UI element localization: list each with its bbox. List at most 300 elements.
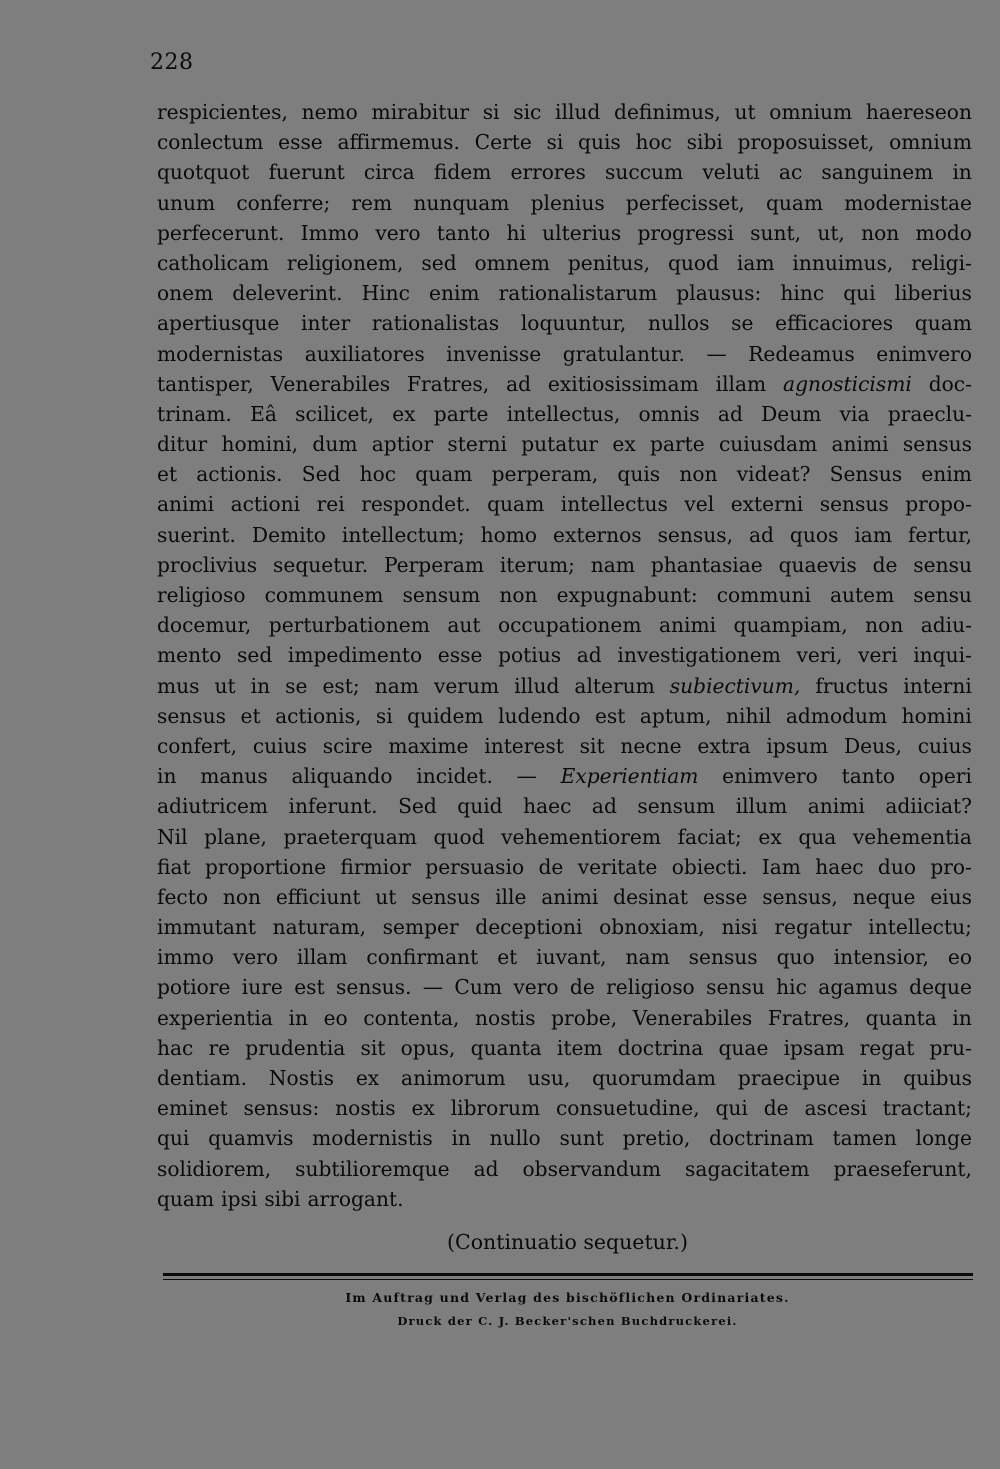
word: dentiam.	[157, 1066, 248, 1090]
word: ditur	[157, 432, 208, 457]
word: ille	[495, 884, 527, 909]
word: ut	[734, 100, 756, 124]
word: Redeamus	[748, 341, 855, 366]
word: autem	[829, 583, 895, 607]
word: modernistis	[312, 1126, 433, 1151]
word: non	[865, 613, 904, 638]
word: religionem,	[286, 250, 404, 275]
word: rem	[351, 190, 393, 215]
word: nostis	[475, 1005, 536, 1030]
word: sensus.	[336, 975, 412, 1000]
word: pretio,	[622, 1126, 691, 1151]
word: Deus,	[844, 733, 902, 758]
word: quam	[157, 1186, 215, 1211]
word: quam	[914, 311, 972, 336]
text-line	[157, 1123, 972, 1153]
word: enim	[429, 281, 480, 306]
continuation-note: (Continuatio sequetur.)	[447, 1230, 688, 1254]
text-line	[157, 580, 972, 610]
word: sic	[513, 100, 542, 124]
word: deque	[909, 975, 972, 1000]
word: definimus,	[614, 100, 721, 124]
word: animi	[831, 432, 889, 457]
word: externos	[553, 522, 642, 547]
word: aut	[447, 613, 481, 638]
word: rationalistas	[371, 311, 500, 336]
word: intellectus,	[506, 401, 621, 426]
word: quam	[487, 492, 545, 517]
word: quamvis	[208, 1126, 294, 1151]
word: sunt	[559, 1126, 604, 1151]
word: neque	[852, 884, 916, 909]
page-number: 228	[150, 50, 194, 75]
word: animi	[541, 884, 599, 909]
word: animi	[807, 794, 865, 819]
word: agamus	[818, 975, 898, 1000]
text-line	[157, 761, 972, 791]
word: proclivius	[157, 552, 258, 577]
word: in	[861, 1066, 882, 1090]
word: nullo	[489, 1126, 541, 1151]
word: potiore	[157, 975, 231, 1000]
word: illam	[296, 945, 348, 970]
word: sequetur.	[273, 552, 369, 577]
word: immo	[157, 945, 214, 970]
text-line	[157, 550, 972, 580]
text-line	[157, 1033, 972, 1063]
word: esse	[437, 643, 483, 668]
word: hac	[157, 1035, 194, 1060]
word: interest	[484, 733, 564, 758]
word: interni	[903, 673, 972, 698]
word: firmior	[340, 854, 411, 879]
word: fuerunt	[268, 160, 345, 185]
word: confirmant	[366, 945, 479, 970]
word: liberius	[894, 281, 972, 306]
text-line	[157, 218, 972, 248]
word: ut	[214, 673, 236, 698]
word: de	[538, 854, 564, 879]
text-line	[157, 1154, 972, 1184]
text-line	[157, 822, 972, 852]
word: iuvant,	[536, 945, 607, 970]
text-line	[157, 852, 972, 882]
word: Experientiam	[560, 764, 699, 789]
word: Sed	[301, 462, 341, 487]
word: hoc	[359, 462, 397, 487]
word: Nil	[157, 824, 188, 849]
word: plausus:	[676, 281, 762, 306]
word: praecipue	[737, 1066, 841, 1090]
word: inferunt.	[288, 794, 378, 819]
footer-rule-thick	[163, 1273, 973, 1276]
word: eius	[930, 884, 972, 909]
word: phantasiae	[650, 552, 763, 577]
word: mus	[157, 673, 200, 698]
word: agnosticismi	[783, 371, 912, 396]
word: ut	[375, 884, 397, 909]
word: Eâ	[250, 401, 277, 426]
word: perfecerunt.	[157, 220, 285, 245]
word: sensu	[913, 583, 972, 607]
word: quorumdam	[592, 1066, 717, 1090]
word: ut,	[817, 220, 845, 245]
word: invenisse	[446, 341, 542, 366]
word: rei	[316, 492, 345, 517]
word: sit	[360, 1035, 386, 1060]
word: nisi	[721, 915, 758, 940]
word: nam	[374, 673, 419, 698]
word: omnium	[769, 100, 853, 124]
word: quae	[718, 1035, 769, 1060]
word: persuasio	[425, 854, 525, 879]
word: ascesi	[804, 1096, 867, 1121]
word: sensus,	[762, 884, 838, 909]
word: dum	[312, 432, 358, 457]
word: sensum	[637, 794, 716, 819]
text-line	[157, 97, 972, 127]
word: fecto	[157, 884, 208, 909]
word: iam	[854, 522, 892, 547]
word: illam	[715, 371, 767, 396]
word: perperam,	[491, 462, 599, 487]
word: obiecti.	[671, 854, 748, 879]
word: Fratres,	[767, 1005, 851, 1030]
word: parte	[433, 401, 489, 426]
word: hoc	[635, 130, 672, 155]
word: item	[556, 1035, 603, 1060]
word: animorum	[401, 1066, 506, 1090]
word: ad	[576, 643, 602, 668]
word: succum	[605, 160, 684, 185]
word: Demito	[251, 522, 326, 547]
word: potius	[498, 643, 562, 668]
word: de	[569, 975, 595, 1000]
text-line	[157, 1063, 972, 1093]
word: operi	[918, 764, 972, 789]
word: docemur,	[157, 613, 252, 638]
word: omnis	[638, 401, 700, 426]
word: et	[157, 462, 178, 487]
text-line	[157, 489, 972, 519]
text-line	[157, 369, 972, 399]
word: ad	[506, 371, 532, 396]
word: nam	[590, 552, 635, 577]
word: homini,	[221, 432, 299, 457]
word: Immo	[300, 220, 360, 245]
word: si	[375, 703, 393, 728]
text-line	[157, 1184, 972, 1214]
word: hi	[506, 220, 526, 245]
word: haec	[523, 794, 572, 819]
word: actionis,	[275, 703, 362, 728]
word: fiat	[157, 854, 191, 879]
word: esse	[702, 884, 748, 909]
word: ludendo	[498, 703, 581, 728]
word: sensus	[902, 432, 972, 457]
word: si	[546, 130, 564, 155]
word: scilicet,	[295, 401, 374, 426]
word: impedimento	[287, 643, 423, 668]
word: communi	[716, 583, 811, 607]
word: circa	[363, 160, 415, 185]
word: pro-	[930, 854, 972, 879]
word: doctrina	[617, 1035, 704, 1060]
word: Certe	[474, 130, 532, 155]
word: animi	[658, 613, 717, 638]
word: prudentia	[245, 1035, 346, 1060]
word: vero	[375, 220, 421, 245]
word: sed	[237, 643, 273, 668]
word: propo-	[905, 492, 972, 517]
word: auxiliatores	[304, 341, 425, 366]
word: scire	[322, 733, 373, 758]
word: faciat;	[677, 824, 742, 849]
word: videat?	[736, 462, 811, 487]
word: quanta	[470, 1035, 542, 1060]
word: trinam.	[157, 401, 232, 426]
word: sensus	[688, 945, 758, 970]
word: fidem	[433, 160, 492, 185]
word: illum	[735, 794, 788, 819]
word: plenius	[530, 190, 605, 215]
word: deleverint.	[232, 281, 343, 306]
word: extra	[697, 733, 751, 758]
word: qui	[157, 1126, 190, 1151]
word: sensus	[157, 703, 227, 728]
word: inqui-	[913, 643, 972, 668]
word: est	[294, 975, 325, 1000]
word: sensus	[819, 492, 889, 517]
word: veri,	[796, 643, 843, 668]
word: nemo	[301, 100, 358, 124]
word: sagacitatem	[685, 1156, 810, 1181]
word: se	[285, 673, 308, 698]
word: ipsi	[221, 1186, 258, 1211]
word: vehementiorem	[501, 824, 661, 849]
text-line	[157, 127, 972, 157]
imprint-printer: Druck der C. J. Becker'schen Buchdruckerei.	[397, 1314, 738, 1328]
word: confert,	[157, 733, 238, 758]
word: sensu	[706, 975, 765, 1000]
word: occupationem	[497, 613, 642, 638]
word: quampiam,	[733, 613, 848, 638]
text-line	[157, 459, 972, 489]
word: ex	[411, 1096, 435, 1121]
word: librorum	[450, 1096, 541, 1121]
word: pru-	[929, 1035, 972, 1060]
word: hic	[776, 975, 807, 1000]
word: ac	[778, 160, 803, 185]
word: —	[706, 341, 727, 366]
word: actionis.	[196, 462, 283, 487]
word: subiectivum,	[669, 673, 801, 698]
imprint-publisher: Im Auftrag und Verlag des bischöflichen Ordinariates.	[345, 1290, 790, 1305]
word: eo	[947, 945, 972, 970]
word: mento	[157, 643, 222, 668]
word: Sed	[398, 794, 437, 819]
word: sibi	[686, 130, 723, 155]
word: communem	[264, 583, 384, 607]
word: deceptioni	[475, 915, 583, 940]
word: conlectum	[157, 130, 264, 155]
word: doctrinam	[709, 1126, 814, 1151]
word: onem	[157, 281, 214, 306]
word: quod	[667, 250, 719, 275]
word: loquuntur,	[520, 311, 627, 336]
word: qui	[843, 281, 876, 306]
word: quidem	[407, 703, 484, 728]
word: contenta,	[363, 1005, 460, 1030]
word: omnium	[889, 130, 972, 155]
word: quibus	[903, 1066, 972, 1090]
word: sensus	[411, 884, 481, 909]
word: subtilioremque	[295, 1156, 450, 1181]
word: duo	[877, 854, 916, 879]
text-line	[157, 188, 972, 218]
word: via	[839, 401, 870, 426]
word: ex	[758, 824, 782, 849]
word: quis	[578, 130, 621, 155]
word: eo	[323, 1005, 348, 1030]
word: inter	[301, 311, 351, 336]
word: quo	[776, 945, 815, 970]
word: Venerabiles	[270, 371, 391, 396]
word: exitiosissimam	[547, 371, 699, 396]
text-line	[157, 671, 972, 701]
word: sit	[579, 733, 605, 758]
word: observandum	[522, 1156, 662, 1181]
word: adiutricem	[157, 794, 269, 819]
word: Hinc	[361, 281, 410, 306]
word: perturbationem	[268, 613, 430, 638]
word: tamen	[832, 1126, 897, 1151]
word: parte	[650, 432, 705, 457]
word: qui	[715, 1096, 748, 1121]
word: tanto	[436, 220, 491, 245]
word: in	[451, 1126, 471, 1151]
word: aliquando	[291, 764, 393, 789]
word: ad	[748, 522, 774, 547]
text-line	[157, 882, 972, 912]
word: tractant;	[882, 1096, 972, 1121]
word: suerint.	[157, 522, 236, 547]
text-line	[157, 399, 972, 429]
word: sensus:	[243, 1096, 320, 1121]
word: intellectu;	[868, 915, 972, 940]
word: in	[952, 160, 972, 185]
text-line	[157, 912, 972, 942]
word: nullos	[648, 311, 710, 336]
word: iure	[241, 975, 283, 1000]
word: expugnabunt:	[556, 583, 698, 607]
word: qua	[798, 824, 837, 849]
word: plane,	[204, 824, 267, 849]
word: gratulantur.	[562, 341, 685, 366]
word: et	[240, 703, 261, 728]
word: affirmemus.	[337, 130, 460, 155]
word: adiiciat?	[885, 794, 972, 819]
word: Perperam	[384, 552, 484, 577]
text-line	[157, 791, 972, 821]
word: manus	[200, 764, 268, 789]
word: aptum,	[639, 703, 712, 728]
word: immutant	[157, 915, 257, 940]
word: —	[422, 975, 444, 1000]
word: sensus,	[657, 522, 734, 547]
word: adiu-	[920, 613, 972, 638]
word: veritate	[577, 854, 658, 879]
word: haec	[815, 854, 864, 879]
word: ex	[355, 1066, 380, 1090]
word: omnem	[474, 250, 550, 275]
word: unum	[157, 190, 216, 215]
word: sensu	[913, 552, 972, 577]
word: de	[872, 552, 898, 577]
word: quotquot	[157, 160, 250, 185]
word: hinc	[780, 281, 825, 306]
word: vero	[513, 975, 559, 1000]
body-text	[157, 97, 972, 1214]
word: maxime	[388, 733, 469, 758]
word: fructus	[815, 673, 889, 698]
word: est	[594, 703, 626, 728]
word: errores	[510, 160, 586, 185]
word: experientia	[157, 1005, 273, 1030]
text-line	[157, 610, 972, 640]
word: tantisper,	[157, 371, 254, 396]
word: ex	[392, 401, 416, 426]
text-line	[157, 972, 972, 1002]
word: illud	[514, 673, 560, 698]
word: in	[288, 1005, 308, 1030]
word: apertiusque	[157, 311, 280, 336]
word: Fratres,	[407, 371, 490, 396]
word: praeseferunt,	[833, 1156, 972, 1181]
word: efficaciores	[775, 311, 894, 336]
word: Sensus	[829, 462, 903, 487]
text-line	[157, 248, 972, 278]
word: quaevis	[778, 552, 857, 577]
text-line	[157, 1093, 972, 1123]
word: aptior	[371, 432, 434, 457]
word: investigationem	[617, 643, 781, 668]
word: homini	[901, 703, 972, 728]
word: mirabitur	[371, 100, 469, 124]
word: vel	[684, 492, 715, 517]
word: iam	[736, 250, 775, 275]
word: religioso	[606, 975, 695, 1000]
word: ipsam	[783, 1035, 845, 1060]
word: intensior,	[833, 945, 929, 970]
word: est;	[322, 673, 360, 698]
word: solidiorem,	[157, 1156, 272, 1181]
word: enimvero	[876, 341, 972, 366]
word: longe	[915, 1126, 972, 1151]
word: fertur,	[907, 522, 972, 547]
word: putatur	[521, 432, 599, 457]
word: nam	[625, 945, 670, 970]
text-line	[157, 1003, 972, 1033]
text-line	[157, 942, 972, 972]
word: enim	[921, 462, 972, 487]
word: consuetudine,	[555, 1096, 700, 1121]
word: non	[679, 462, 718, 487]
word: ulterius	[542, 220, 622, 245]
word: iterum;	[499, 552, 575, 577]
word: de	[763, 1096, 789, 1121]
word: actioni	[230, 492, 301, 517]
